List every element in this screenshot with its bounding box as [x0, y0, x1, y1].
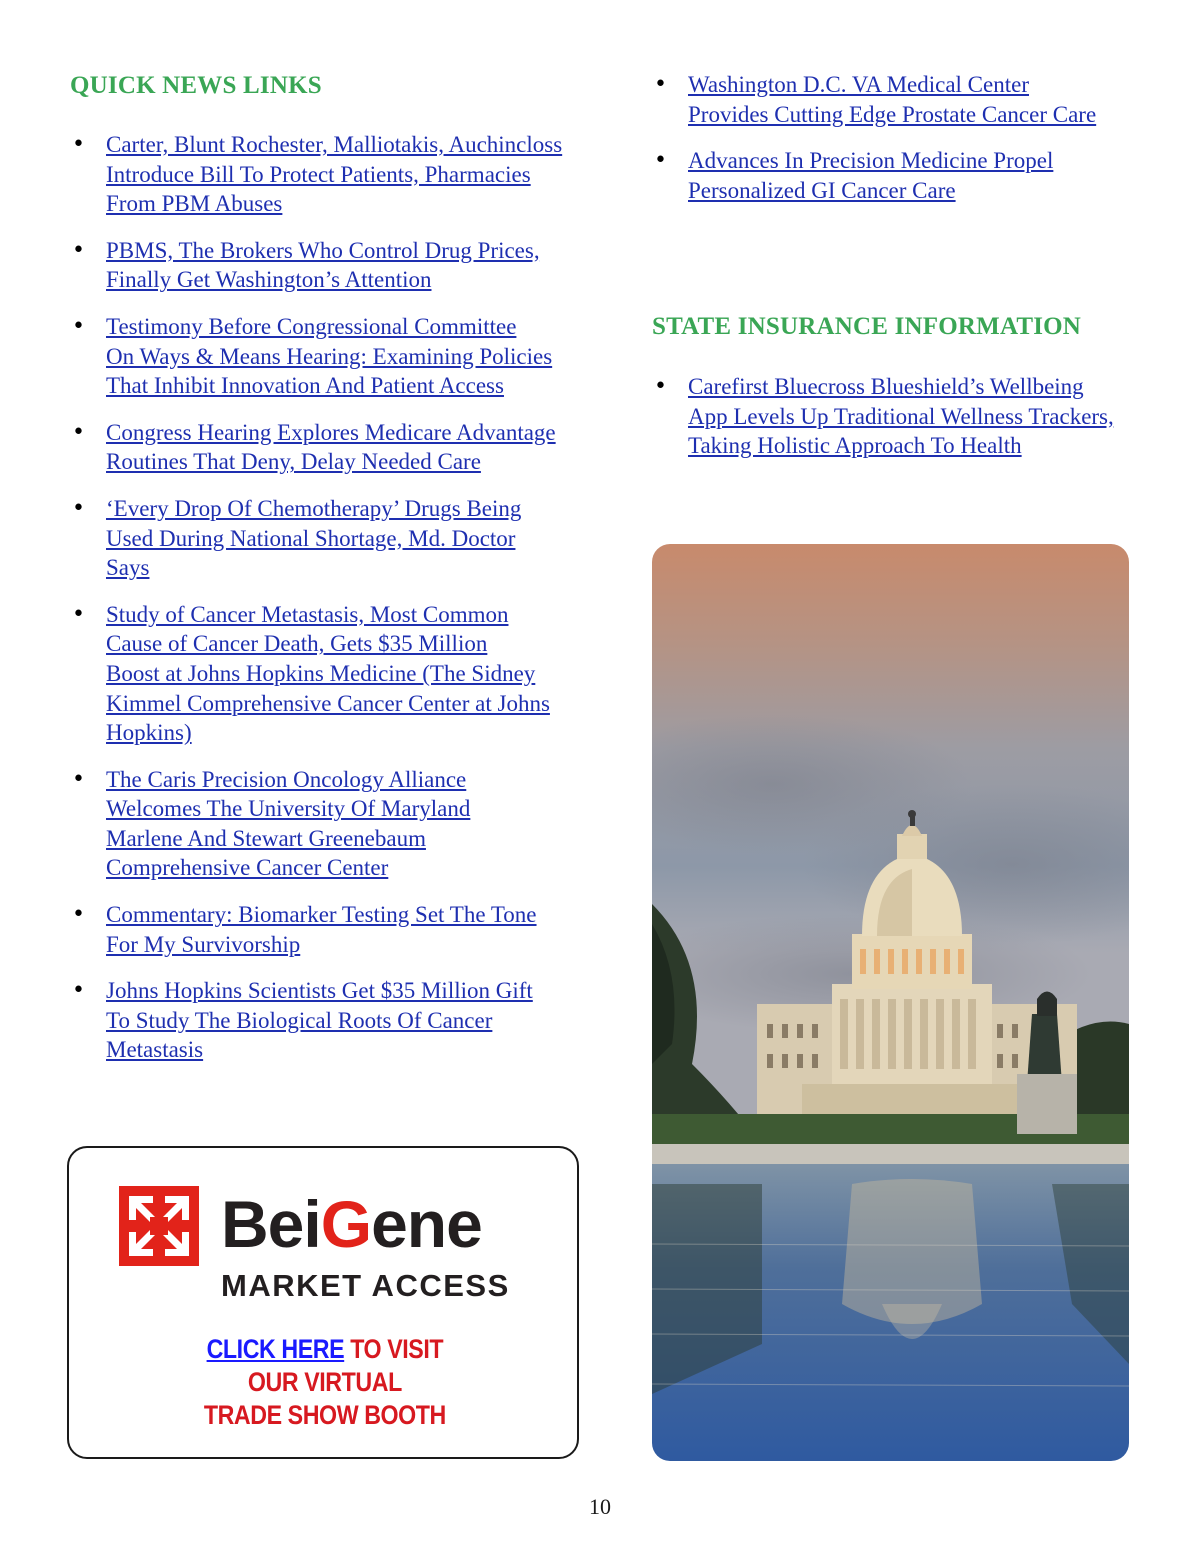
link-line: Washington D.C. VA Medical Center: [688, 72, 1029, 97]
click-here-link[interactable]: CLICK HERE: [206, 1334, 345, 1364]
quick-news-link[interactable]: [106, 238, 540, 293]
virtual-booth-cta: CLICK HERE TO VISIT OUR VIRTUAL TRADE SHOW BOOTH: [203, 1334, 446, 1430]
bullet-icon: •: [72, 978, 85, 1004]
link-line: For My Survivorship: [106, 931, 301, 957]
link-line: Boost at Johns Hopkins Medicine (The Sidney: [106, 660, 536, 686]
quick-news-item: [70, 900, 590, 959]
quick-news-link[interactable]: [106, 767, 470, 881]
beigene-ad-banner[interactable]: [67, 1146, 579, 1459]
beigene-logo-icon: [119, 1186, 199, 1266]
link-line: Carter, Blunt Rochester, Malliotakis, Auchincloss: [106, 132, 563, 157]
link-line: Carefirst Bluecross Blueshield’s Wellbeing: [688, 374, 1084, 399]
link-line: Introduce Bill To Protect Patients, Pharmacies: [106, 161, 531, 187]
link-line: To Study The Biological Roots Of Cancer: [106, 1007, 493, 1033]
bullet-icon: •: [72, 902, 85, 928]
quick-news-item: [70, 600, 590, 748]
link-line: Congress Hearing Explores Medicare Advantage: [106, 419, 556, 445]
bullet-icon: •: [654, 148, 667, 174]
link-line: Cause of Cancer Death, Gets $35 Million: [106, 631, 488, 657]
quick-news-list-continued: [652, 70, 1142, 222]
link-line: Provides Cutting Edge Prostate Cancer Care: [688, 101, 1097, 127]
link-line: From PBM Abuses: [106, 191, 283, 217]
bullet-icon: •: [654, 374, 667, 399]
link-line: On Ways & Means Hearing: Examining Policies: [106, 343, 553, 369]
quick-news-item: [70, 130, 590, 219]
state-insurance-link[interactable]: [688, 374, 1114, 458]
link-line: Welcomes The University Of Maryland: [106, 796, 471, 822]
bullet-icon: •: [72, 419, 85, 445]
link-line: The Caris Precision Oncology Alliance: [106, 766, 467, 792]
bullet-icon: •: [72, 495, 85, 521]
quick-news-item: [70, 418, 590, 477]
beigene-wordmark: BeiGene: [221, 1187, 482, 1261]
link-line: Testimony Before Congressional Committee: [106, 313, 517, 339]
quick-news-list: [70, 130, 590, 1082]
link-line: Personalized GI Cancer Care: [688, 177, 956, 203]
quick-news-link[interactable]: [106, 902, 537, 957]
quick-news-heading: QUICK NEWS LINKS: [70, 72, 322, 99]
link-line: Routines That Deny, Delay Needed Care: [106, 449, 481, 475]
link-line: Metastasis: [106, 1037, 204, 1063]
bullet-icon: •: [72, 132, 85, 157]
quick-news-item: [70, 236, 590, 295]
link-line: ‘Every Drop Of Chemotherapy’ Drugs Being: [106, 495, 522, 521]
link-line: Marlene And Stewart Greenebaum: [106, 825, 426, 851]
quick-news-item: [70, 765, 590, 883]
link-line: That Inhibit Innovation And Patient Access: [106, 373, 504, 399]
link-line: Finally Get Washington’s Attention: [106, 267, 432, 293]
link-line: Johns Hopkins Scientists Get $35 Million Gift: [106, 978, 533, 1004]
quick-news-link[interactable]: [688, 72, 1096, 127]
link-line: Hopkins): [106, 720, 192, 746]
state-insurance-heading: STATE INSURANCE INFORMATION: [652, 313, 1082, 340]
bullet-icon: •: [72, 766, 85, 792]
link-line: Comprehensive Cancer Center: [106, 855, 389, 881]
quick-news-link[interactable]: [688, 148, 1053, 203]
bullet-icon: •: [654, 72, 667, 97]
quick-news-item: [652, 70, 1142, 129]
state-insurance-list: [652, 372, 1142, 478]
page-number: 10: [589, 1494, 611, 1519]
quick-news-link[interactable]: [106, 420, 556, 475]
state-insurance-item: [652, 372, 1142, 461]
link-line: Study of Cancer Metastasis, Most Common: [106, 601, 509, 627]
quick-news-link[interactable]: [106, 132, 562, 216]
link-line: PBMS, The Brokers Who Control Drug Prices,: [106, 237, 540, 263]
market-access-label: MARKET ACCESS: [221, 1268, 510, 1303]
bullet-icon: •: [72, 601, 85, 627]
quick-news-item: [70, 976, 590, 1065]
quick-news-link[interactable]: [106, 496, 521, 580]
link-line: Taking Holistic Approach To Health: [688, 433, 1022, 459]
quick-news-item: [70, 312, 590, 401]
quick-news-link[interactable]: [106, 602, 550, 745]
link-line: App Levels Up Traditional Wellness Trackers,: [688, 403, 1114, 429]
quick-news-item: [652, 146, 1142, 205]
quick-news-link[interactable]: [106, 978, 533, 1062]
bullet-icon: •: [72, 237, 85, 263]
link-line: Says: [106, 555, 150, 581]
quick-news-link[interactable]: [106, 314, 552, 398]
link-line: Commentary: Biomarker Testing Set The Tone: [106, 902, 537, 928]
quick-news-item: [70, 494, 590, 583]
capitol-building-photo: [652, 544, 1129, 1461]
link-line: Used During National Shortage, Md. Doctor: [106, 525, 516, 551]
link-line: Kimmel Comprehensive Cancer Center at Johns: [106, 690, 550, 716]
bullet-icon: •: [72, 313, 85, 339]
link-line: Advances In Precision Medicine Propel: [688, 148, 1054, 174]
